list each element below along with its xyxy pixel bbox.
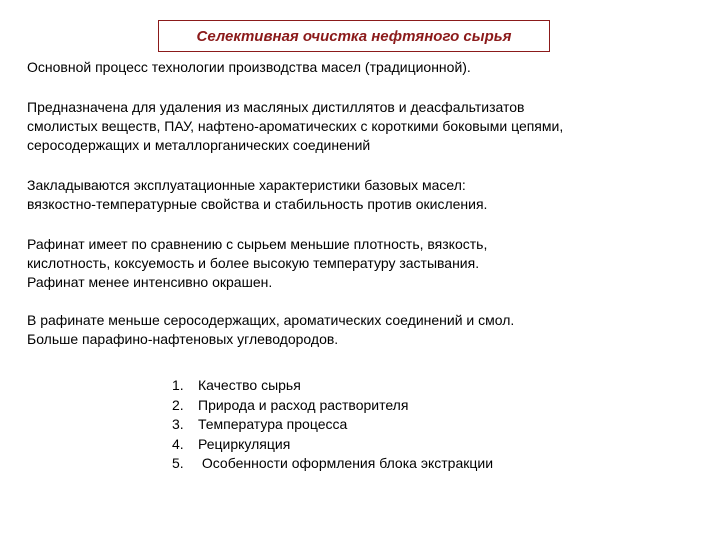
paragraph-line: смолистых веществ, ПАУ, нафтено-ароматических с короткими боковыми цепями, xyxy=(27,118,564,134)
paragraph-line: Предназначена для удаления из масляных дистиллятов и деасфальтизатов xyxy=(27,99,525,115)
title-box xyxy=(158,20,550,52)
list-item-number: 5. xyxy=(172,455,184,471)
list-item-text: Температура процесса xyxy=(198,416,348,432)
paragraph-line: кислотность, коксуемость и более высокую температуру застывания. xyxy=(27,255,480,271)
list-item xyxy=(172,396,493,416)
paragraph-main-process xyxy=(27,58,471,77)
list-item-number: 2. xyxy=(172,396,184,413)
list-item xyxy=(172,415,493,435)
paragraph-line: Рафинат имеет по сравнению с сырьем меньшие плотность, вязкость, xyxy=(27,236,488,252)
paragraph-line: В рафинате меньше серосодержащих, ароматических соединений и смол. xyxy=(27,312,515,328)
list-item-number: 3. xyxy=(172,416,184,432)
paragraph-characteristics xyxy=(27,176,487,214)
paragraph-line: Закладываются эксплуатационные характеристики базовых масел: xyxy=(27,177,466,193)
paragraph-line: Основной процесс технологии производства масел (традиционной). xyxy=(27,59,471,75)
list-item-number: 1. xyxy=(172,377,184,393)
slide-title: Селективная очистка нефтяного сырья xyxy=(196,27,512,45)
paragraph-raffinate-properties xyxy=(27,235,487,292)
list-item-text: Качество сырья xyxy=(198,377,301,393)
list-item-number: 4. xyxy=(172,435,184,452)
paragraph-line: вязкостно-температурные свойства и стабильность против окисления. xyxy=(27,196,488,212)
paragraph-line: Больше парафино-нафтеновых углеводородов. xyxy=(27,331,339,347)
factors-list xyxy=(172,376,493,474)
list-item xyxy=(172,376,493,396)
paragraph-line: Рафинат менее интенсивно окрашен. xyxy=(27,274,273,290)
list-item-text: Природа и расход растворителя xyxy=(198,396,409,413)
paragraph-purpose xyxy=(27,98,563,155)
list-item-text: Рециркуляция xyxy=(198,435,291,452)
paragraph-raffinate-composition xyxy=(27,311,514,349)
list-item xyxy=(172,435,493,455)
list-item xyxy=(172,454,493,474)
paragraph-line: серосодержащих и металлорганических соединений xyxy=(27,137,371,153)
list-item-text: Особенности оформления блока экстракции xyxy=(198,455,494,471)
